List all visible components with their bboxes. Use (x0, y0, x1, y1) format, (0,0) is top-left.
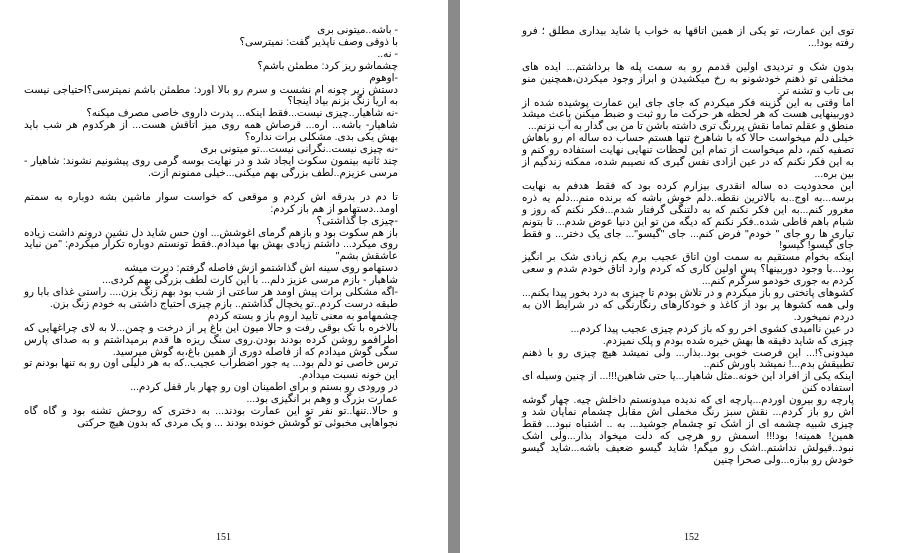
paragraph: پارچه رو بیرون اوردم...پارچه ای که ندیده میدونستم داخلش چیه. چهار گوشه اش رو باز کردم... نقش سبز رنگ مخملی اش مقابل چشمام نمایان شد و چیزی شبیه چشمه ای از اشک تو چشمام جوشید... به .. اشتباه نبود... فقط همین! همینه! بود!!! اسمش رو هرچی که دلت میخواد بذار...ولی اشک نبود..قیولش نداشتم..اشک رو میگم! شاید گیسو ضعیف باشه...شاید گیسو خودش رو ببازه...ولی صحرا چنین (522, 395, 854, 466)
paragraph: چند ثانیه بینمون سکوت ایجاد شد و در نهایت بوسه گرمی روی پیشونیم نشوند: شاهیار - مرسی عزیزم..لطف بزرگی بهم میکنی...خیلی ممنونم ازت. (24, 155, 398, 179)
book-gutter (448, 0, 460, 553)
paragraph: این محدودیت ده ساله انقدری بیزارم کرده بود که فقط هدفم به نهایت برسه...به اوج..به بالاترین نقطه..دلم خوش باشه که برنده منم...دلم یه ذره مغرور کنم...به این فکر نکنم که به دلتنگی گرفتار شدم...فکر نکنم که روز و شبام باهم قاطی شده..فکر نکنم که دیگه من تو این دنیا عوض شدم... تا بتونم تیاری ها رو جای " خودم" فرض کنم... جای "گیسو"... جای یک دختر... و فقط جای گیسو! گیسو! (522, 180, 854, 252)
paragraph: کشوهای پاتختی رو باز میکردم و در تلاش بودم تا چیزی به درد بخور پیدا بکنم... ولی همه کشوها پر بود از کاغذ و خودکارهای رنگارنگی که در شرایط الان به دردم نمیخورد. (522, 288, 854, 323)
right-page (460, 0, 906, 553)
paragraph: بالاخره با تک بوقی رفت و حالا میون این باغ پر از درخت و چمن...لا به لای چراغهایی که اطرافمو روشن کرده بودند بودن.روی سنگ ریزه ها قدم برمیداشتم و به صدای پارس سگی گوش میدادم که از فاصله دوری از همین باغ،به گوش میرسید. (24, 322, 398, 358)
paragraph: چشمهامو به معنی تایید اروم باز و بسته کردم (207, 310, 398, 322)
paragraph: - نه.. (377, 48, 398, 60)
paragraph: اینکه بخوام مستقیم به سمت اون اتاق عجیب برم یکم زیادی شک بر انگیز بود...با وجود دوربینها؟ پس اولین کاری که کردم وارد اتاق خودم شدم و سعی کردم به جوری خودمو سرگرم کنم... (522, 252, 854, 288)
paragraph: در ورودی رو بستم و برای اطمینان اون رو چهار بار قفل کردم... (130, 382, 398, 394)
paragraph: میدونی؟!... این فرصت خوبی بود..بذار... ولی نمیشد هیچ چیزی رو با ذهنم تطبیقش بدم...! نمیشد باورش کنم.. (522, 347, 854, 371)
right-page-number: 152 (684, 532, 699, 543)
paragraph: اما وقتی به این گزینه فکر میکردم که جای جای این عمارت پوشیده شده از دوربینهایی هست که هر لحظه هر حرکت ما رو ثبت و ضبط میکنن باعث میشد منطق و عقلم تماما نقش پررنگ تری داشته باشن تا من بی گدار به آب نزنم... (522, 97, 854, 133)
paragraph: چشماشو ریز کرد: مطمئن باشم؟ (257, 60, 398, 72)
paragraph: تا دم در بدرقه اش کردم و موقعی که خواست سوار ماشین بشه دوباره به سمتم اومد..دستهامو از هم باز کردم: (24, 191, 398, 215)
paragraph: -اوهوم (369, 72, 398, 84)
paragraph: با ذوقی وصف ناپذیر گفت: نمیترسی؟ (239, 36, 398, 48)
left-page-text (24, 25, 398, 430)
paragraph: -چیزی جا گذاشتی؟ (316, 215, 398, 227)
paragraph: -نه شاهیار..چیزی نیست...فقط اینکه... پدرت داروی خاصی مصرف میکنه؟ (86, 108, 398, 120)
paragraph: بدون شک و تردیدی اولین قدمم رو به سمت پله ها برداشتم... ایده های مختلفی تو ذهنم خودشونو به رخ میکشیدن و ابراز وجود میکردن،همچنین منو بی تاب و تشنه تر. (522, 61, 854, 97)
paragraph: -نه چیزی نیست..نگرانی نیست...تو میتونی بری (200, 144, 398, 156)
right-page-text (522, 26, 854, 467)
paragraph: چیزی که شاید دقیقه ها بهش خیره شده بودم و پلک نمیزدم. (602, 335, 854, 347)
left-page-number: 151 (216, 532, 231, 543)
paragraph: ترس خاصی تو دلم بود... یه جور اضطراب عجیب..که به هر دلیلی اون رو به تنها بودنم تو این خونه نسبت میدادم. (24, 358, 398, 382)
paragraph: شاهیار- باشه... اره... قرصاش همه روی میز اتاقش هست... از هرکدوم هر شب باید بهش یکی بدی. مشکلی برات نداره؟ (24, 120, 398, 144)
paragraph: دستش زیر چونه ام نشست و سرم رو بالا اورد: مطمئن باشم نمیترسی؟احتیاجی نیست به اریا زنگ بزنم بیاد اینجا؟ (24, 84, 398, 108)
paragraph: - باشه..میتونی بری (317, 25, 398, 36)
paragraph: توی این عمارت، تو یکی از همین اتاقها به خواب یا شاید بیداری مطلق ؛ فرو رفته بود!... (522, 26, 854, 49)
paragraph: شاهیار - بازم مرسی عزیز دلم... با این کارت لطف بزرگی بهم کردی... (102, 275, 398, 287)
paragraph: و حالا..تنها..تو نفر تو این عمارت بودند... به دختری که روحش تشنه بود و گاه گاه نجواهایی مخبوئی تو گوشش خونده بودند ... و یک مردی که بدون هیچ حرکتی (24, 406, 398, 429)
paragraph: باز هم سکوت بود و بازهم گرمای اغوشش... اون حس شاید دل نشین درونم داشت زیاده روی میکرد... داشتم زیادی بهش بها میدادم..فقط تونستم دوباره تکرار میکردم: "من نباید عاشقش بشم" (24, 227, 398, 263)
left-page (0, 0, 448, 553)
paragraph: اینکه یکی از افراد این خونه..مثل شاهیار...یا حتی شاهین!!!... از چنین وسیله ای استفاده کنن (522, 371, 854, 395)
paragraph: در عین ناامیدی کشوی اخر رو که باز کردم چیزی عجیب پیدا کردم... (570, 323, 854, 335)
paragraph: دستهامو روی سینه اش گذاشتمو ازش فاصله گرفتم: دیرت میشه (124, 263, 398, 275)
paragraph: -اگه مشکلی برات پیش اومد هر ساعتی از شب بود بهم زنگ بزن.... راستی غذای بابا رو طبقه درست کردم..تو یخچال گذاشتم.. بازم چیزی احتیاج داشتی به خودم زنگ بزن. (24, 287, 398, 310)
paragraph: خیلی دلم میخواست حالا که با شاهرخ تنها هستم حساب ده ساله ام رو باهاش تصفیه کنم، دلم میخواست از تمام این لحظات تنهایی نهایت استفاده رو کنم و به این فکر نکنم که در عین ازادی نفس گیری که نصیبم شده، ممکنه زندگیم از بین بره... (522, 133, 854, 180)
paragraph: عمارت بزرگ و وهم بر انگیزی بود... (246, 394, 398, 406)
